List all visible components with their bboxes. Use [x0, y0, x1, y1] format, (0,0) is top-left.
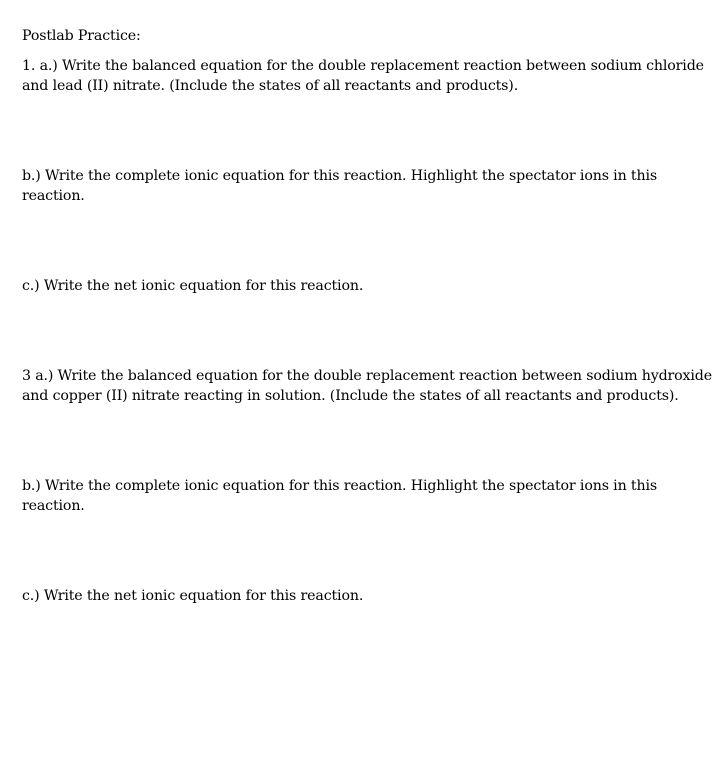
question-3b-line-1: b.) Write the complete ionic equation for this reaction. Highlight the spectator ions in this: [22, 478, 657, 494]
question-3a-line-1: 3 a.) Write the balanced equation for the double replacement reaction between sodium hydroxide: [22, 368, 712, 384]
question-3c: c.) Write the net ionic equation for this reaction.: [22, 588, 364, 604]
page-title: Postlab Practice:: [22, 28, 141, 44]
question-1c: c.) Write the net ionic equation for this reaction.: [22, 278, 364, 294]
question-3a-line-2: and copper (II) nitrate reacting in solution. (Include the states of all reactants and products).: [22, 388, 679, 404]
question-3b-line-2: reaction.: [22, 498, 85, 514]
question-1a-line-2: and lead (II) nitrate. (Include the states of all reactants and products).: [22, 78, 519, 94]
question-1a-line-1: 1. a.) Write the balanced equation for the double replacement reaction between sodium chloride: [22, 58, 704, 74]
question-1b-line-1: b.) Write the complete ionic equation for this reaction. Highlight the spectator ions in this: [22, 168, 657, 184]
question-1b-line-2: reaction.: [22, 188, 85, 204]
